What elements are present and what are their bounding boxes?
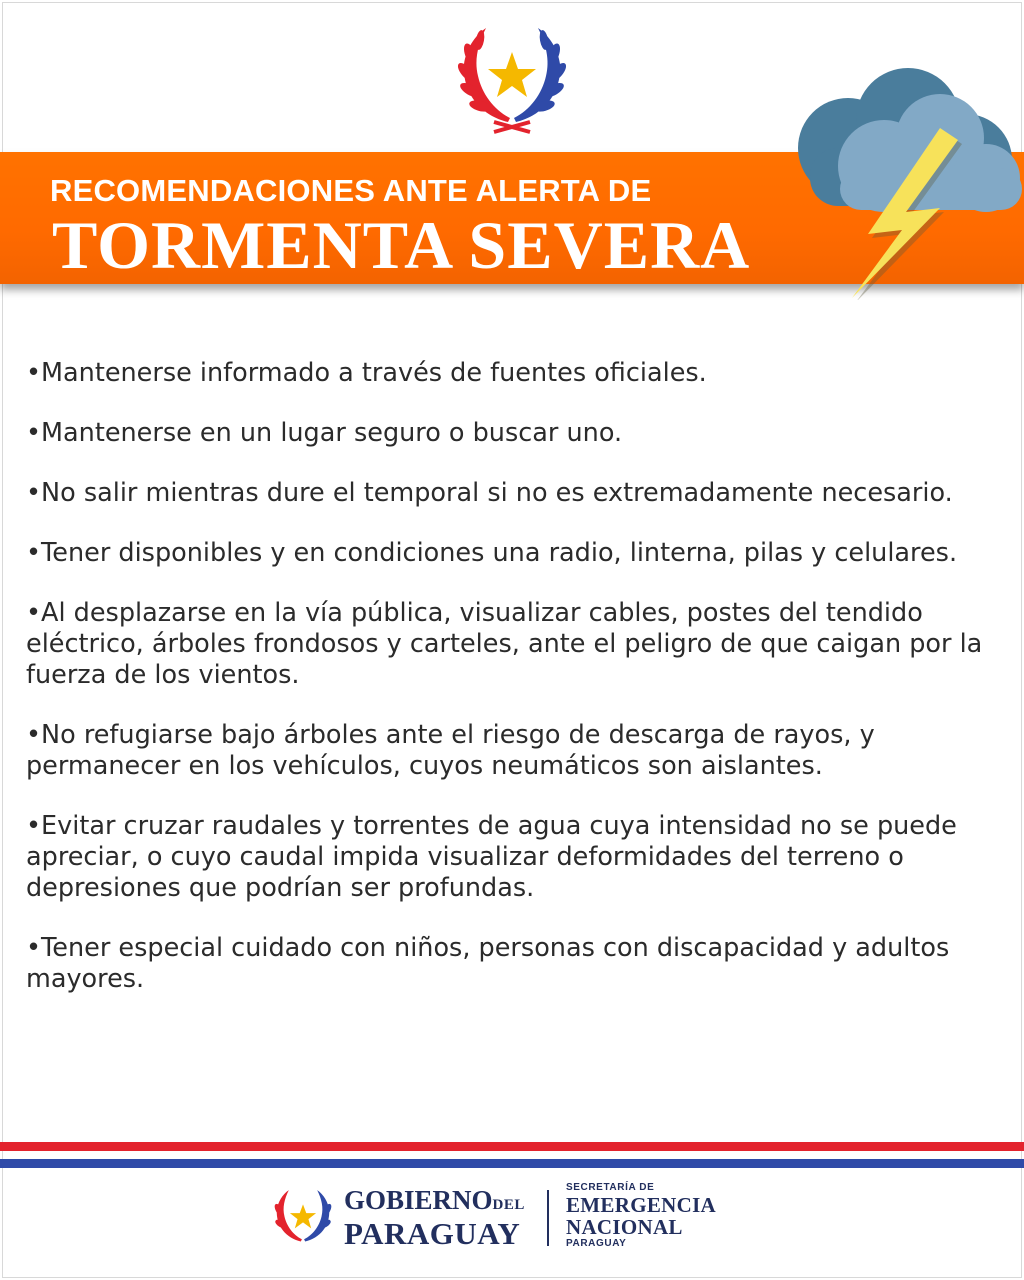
banner-subtitle: RECOMENDACIONES ANTE ALERTA DE xyxy=(50,173,652,208)
banner-title: TORMENTA SEVERA xyxy=(52,207,751,283)
recommendations-list xyxy=(26,358,1001,1024)
sen-logo xyxy=(566,1182,716,1250)
recommendation-item: •Mantenerse en un lugar seguro o buscar uno. xyxy=(26,418,623,448)
footer-divider xyxy=(547,1190,549,1246)
flag-stripe-red xyxy=(0,1142,1024,1151)
del-text: DEL xyxy=(492,1197,525,1213)
storm-cloud-lightning-icon xyxy=(790,68,1024,300)
flag-stripe-blue xyxy=(0,1159,1024,1168)
paraguay-seal-icon xyxy=(452,24,572,134)
paraguay-seal-icon xyxy=(270,1188,336,1248)
recommendation-item: •No refugiarse bajo árboles ante el riesgo de descarga de rayos, y permanecer en los vehículos, cuyos neumáticos son aislantes. xyxy=(26,720,875,781)
recommendation-item: •Tener disponibles y en condiciones una radio, linterna, pilas y celulares. xyxy=(26,538,958,568)
recommendation-item: •No salir mientras dure el temporal si no es extremadamente necesario. xyxy=(26,478,953,508)
emergencia-text: EMERGENCIA xyxy=(566,1193,717,1217)
paraguay-text: PARAGUAY xyxy=(344,1216,521,1251)
gobierno-del-paraguay-logo xyxy=(344,1186,525,1249)
secretaria-text: SECRETARÍA DE xyxy=(566,1182,655,1193)
recommendation-item: •Evitar cruzar raudales y torrentes de agua cuya intensidad no se puede apreciar, o cuyo caudal impida visualizar deformidades del terreno o depresiones que podrían ser profundas. xyxy=(26,811,957,903)
recommendation-item: •Tener especial cuidado con niños, personas con discapacidad y adultos mayores. xyxy=(26,933,950,994)
recommendation-item: •Mantenerse informado a través de fuentes oficiales. xyxy=(26,358,707,388)
gobierno-text: GOBIERNO xyxy=(344,1185,493,1215)
footer-logos xyxy=(270,1180,750,1250)
nacional-text: NACIONAL xyxy=(566,1215,683,1239)
recommendation-item: •Al desplazarse en la vía pública, visualizar cables, postes del tendido eléctrico, árboles frondosos y carteles, ante el peligro de que caigan por la fuerza de los vientos. xyxy=(26,598,983,690)
sen-paraguay-text: PARAGUAY xyxy=(566,1238,627,1249)
